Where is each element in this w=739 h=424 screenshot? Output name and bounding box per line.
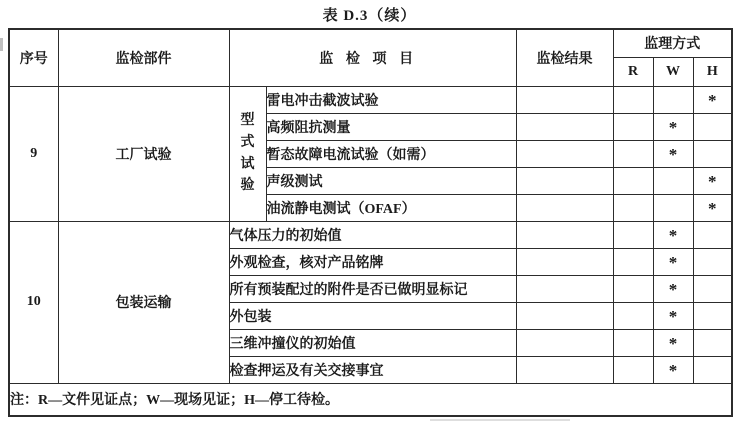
item-result xyxy=(516,167,613,194)
mark-r xyxy=(613,194,653,221)
item-result xyxy=(516,86,613,113)
item-result xyxy=(516,248,613,275)
mark-r xyxy=(613,167,653,194)
item-result xyxy=(516,302,613,329)
item-name: 气体压力的初始值 xyxy=(229,221,516,248)
header-result: 监检结果 xyxy=(516,29,613,86)
mark-w: * xyxy=(653,248,693,275)
table-row xyxy=(9,221,732,248)
item-name: 检查押运及有关交接事宜 xyxy=(229,356,516,383)
item-name: 外观检查，核对产品铭牌 xyxy=(229,248,516,275)
item-name: 高频阻抗测量 xyxy=(266,113,516,140)
header-method: 监理方式 xyxy=(613,29,732,57)
mark-h xyxy=(693,275,732,302)
section9-subgroup xyxy=(229,86,266,221)
header-sub-r: R xyxy=(613,57,653,86)
mark-r xyxy=(613,302,653,329)
header-part: 监检部件 xyxy=(58,29,229,86)
mark-w: * xyxy=(653,113,693,140)
item-name: 三维冲撞仪的初始值 xyxy=(229,329,516,356)
section9-part: 工厂试验 xyxy=(58,86,229,221)
header-seq: 序号 xyxy=(9,29,58,86)
scan-artifact xyxy=(0,38,3,51)
item-result xyxy=(516,194,613,221)
table-title: 表 D.3（续） xyxy=(322,8,417,24)
item-name: 外包装 xyxy=(229,302,516,329)
mark-w: * xyxy=(653,140,693,167)
mark-r xyxy=(613,356,653,383)
mark-r xyxy=(613,329,653,356)
table-row xyxy=(9,86,732,113)
mark-h: * xyxy=(693,167,732,194)
item-name: 雷电冲击截波试验 xyxy=(266,86,516,113)
mark-h: * xyxy=(693,86,732,113)
item-result xyxy=(516,356,613,383)
mark-w: * xyxy=(653,221,693,248)
mark-h xyxy=(693,221,732,248)
mark-w: * xyxy=(653,356,693,383)
mark-h xyxy=(693,113,732,140)
mark-h: * xyxy=(693,194,732,221)
mark-h xyxy=(693,140,732,167)
item-name: 声级测试 xyxy=(266,167,516,194)
item-result xyxy=(516,329,613,356)
mark-w: * xyxy=(653,329,693,356)
item-name: 油流静电测试（OFAF） xyxy=(266,194,516,221)
mark-r xyxy=(613,221,653,248)
item-result xyxy=(516,221,613,248)
mark-h xyxy=(693,302,732,329)
header-sub-h: H xyxy=(693,57,732,86)
mark-w xyxy=(653,86,693,113)
item-name: 所有预装配过的附件是否已做明显标记 xyxy=(229,275,516,302)
legend-note: 注：R—文件见证点；W—现场见证；H—停工待检。 xyxy=(9,383,732,416)
mark-r xyxy=(613,248,653,275)
inspection-table xyxy=(8,28,733,417)
scan-artifact xyxy=(430,419,570,421)
mark-w: * xyxy=(653,275,693,302)
mark-h xyxy=(693,248,732,275)
mark-w xyxy=(653,194,693,221)
item-name: 暂态故障电流试验（如需） xyxy=(266,140,516,167)
section9-seq: 9 xyxy=(9,86,58,221)
section10-part: 包装运输 xyxy=(58,221,229,383)
mark-r xyxy=(613,86,653,113)
mark-h xyxy=(693,356,732,383)
item-result xyxy=(516,140,613,167)
mark-r xyxy=(613,140,653,167)
mark-h xyxy=(693,329,732,356)
mark-w xyxy=(653,167,693,194)
mark-w: * xyxy=(653,302,693,329)
item-result xyxy=(516,275,613,302)
header-sub-w: W xyxy=(653,57,693,86)
item-result xyxy=(516,113,613,140)
header-item: 监检项目 xyxy=(229,29,516,86)
mark-r xyxy=(613,113,653,140)
section10-seq: 10 xyxy=(9,221,58,383)
mark-r xyxy=(613,275,653,302)
subgroup-vertical-label: 型式试验 xyxy=(240,113,255,194)
